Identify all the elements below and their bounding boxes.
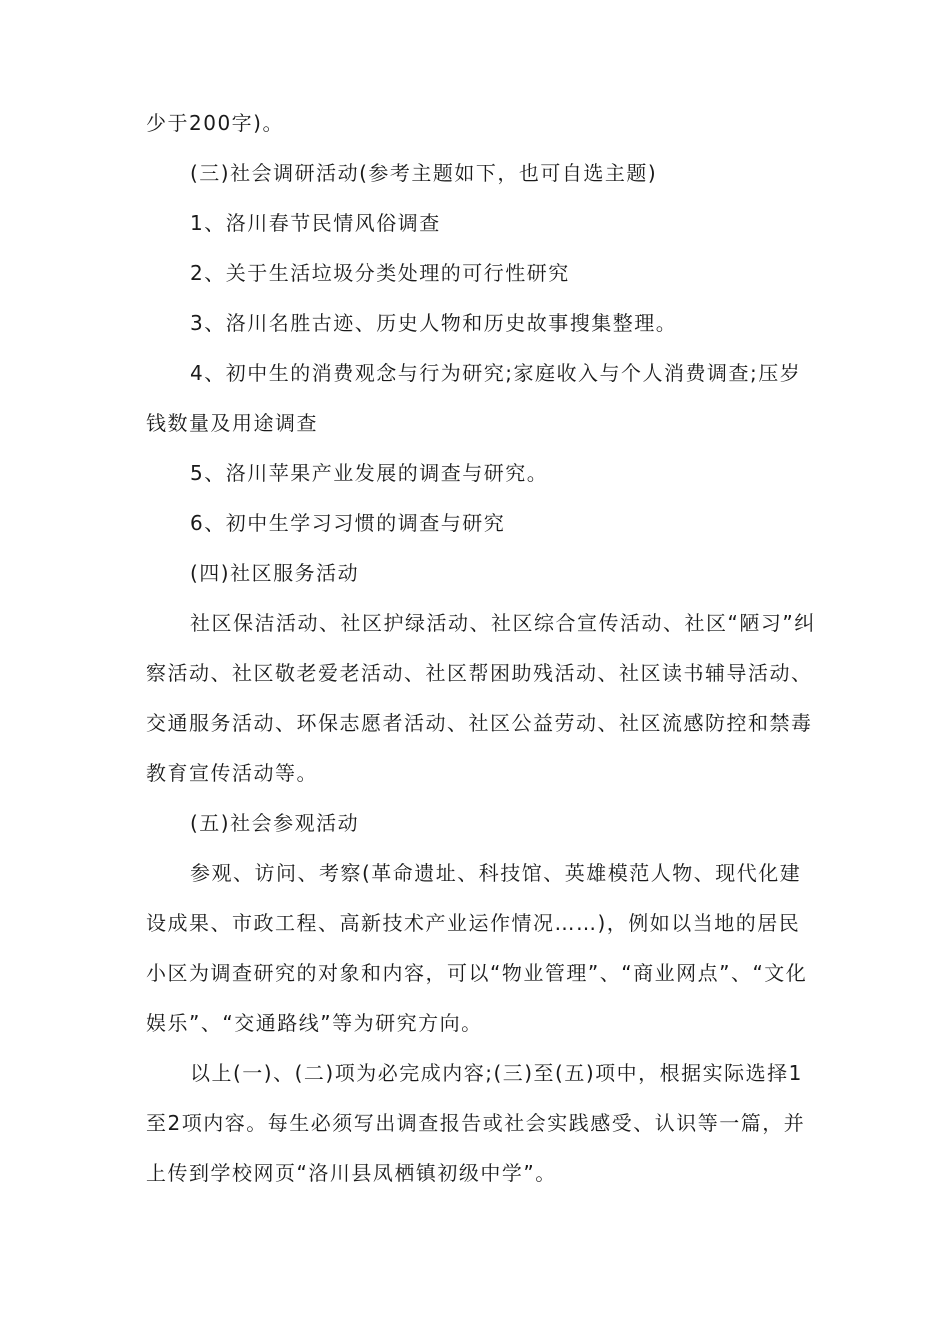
paragraph-continuation: 少于200字)。	[146, 111, 284, 135]
list-item-1: 1、洛川春节民情风俗调查	[190, 211, 441, 235]
paragraph-community-activities: 社区保洁活动、社区护绿活动、社区综合宣传活动、社区“陋习”纠察活动、社区敬老爱老活动、社区帮困助残活动、社区读书辅导活动、交通服务活动、环保志愿者活动、社区公益劳动、社区流感防控和禁毒教育宣传活动等。	[146, 611, 816, 785]
heading-social-visit: (五)社会参观活动	[190, 811, 360, 835]
paragraph-visit-activities: 参观、访问、考察(革命遗址、科技馆、英雄模范人物、现代化建设成果、市政工程、高新技术产业运作情况……)，例如以当地的居民小区为调查研究的对象和内容，可以“物业管理”、“商业网点”、“文化娱乐”、“交通路线”等为研究方向。	[146, 861, 808, 1035]
heading-community-service: (四)社区服务活动	[190, 561, 360, 585]
list-item-4: 4、初中生的消费观念与行为研究;家庭收入与个人消费调查;压岁钱数量及用途调查	[146, 361, 802, 435]
list-item-5: 5、洛川苹果产业发展的调查与研究。	[190, 461, 549, 485]
paragraph-requirements: 以上(一)、(二)项为必完成内容;(三)至(五)项中，根据实际选择1至2项内容。每生必须写出调查报告或社会实践感受、认识等一篇，并上传到学校网页“洛川县凤栖镇初级中学”。	[146, 1061, 806, 1185]
list-item-3: 3、洛川名胜古迹、历史人物和历史故事搜集整理。	[190, 311, 678, 335]
list-item-2: 2、关于生活垃圾分类处理的可行性研究	[190, 261, 570, 285]
heading-social-research: (三)社会调研活动(参考主题如下，也可自选主题)	[190, 161, 658, 185]
document-body	[146, 98, 818, 1198]
list-item-6: 6、初中生学习习惯的调查与研究	[190, 511, 506, 535]
